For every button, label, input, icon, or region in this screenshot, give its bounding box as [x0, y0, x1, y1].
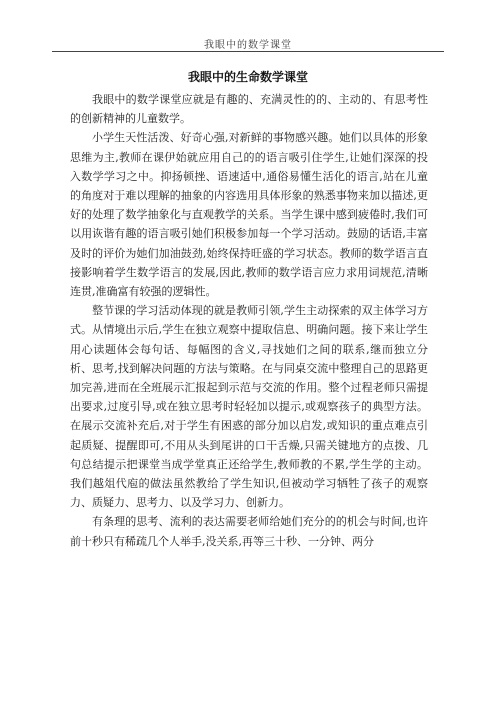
paragraph-intro: 我眼中的数学课堂应就是有趣的、充满灵性的的、主动的、有思考性的创新精神的儿童数学。: [70, 93, 428, 126]
paragraph-thinking-expression: 有条理的思考、流利的表达需要老师给她们充分的的机会与时间,也许前十秒只有稀疏几个人举手,没关系,再等三十秒、一分钟、两分: [70, 515, 428, 548]
running-header: 我眼中的数学课堂: [204, 40, 292, 51]
paragraph-learning-activity: 整节课的学习活动体现的就是教师引领,学生主动探索的双主体学习方式。从情境出示后,学生在独立观察中提取信息、明确问题。接下来让学生用心读题体会每句话、每幅图的含义,寻找她们之间的联系,继而独立分析、思考,找到解决问题的方法与策略。在与同桌交流中整理自己的思路更加完善,进而在全班展示汇报起到示范与交流的作用。整个过程老师只需提出要求,过度引导,或在独立思考时轻轻加以提示,或观察孩子的典型方法。在展示交流补充后,对于学生有困惑的部分加以启发,或知识的重点难点引起质疑、提醒即可,不用从头到尾讲的口干舌燥,只需关键地方的点拨、几句总结提示把课堂当成学堂真正还给学生,教师教的不累,学生学的主动。我们越俎代庖的做法虽然教给了学生知识,但被动学习牺牲了孩子的观察力、质疑力、思考力、以及学习力、创新力。: [70, 304, 428, 510]
header-divider: [52, 51, 444, 52]
document-title: 我眼中的生命数学课堂: [187, 70, 308, 84]
paragraph-language: 小学生天性活泼、好奇心强,对新鲜的事物感兴趣。她们以具体的形象思维为主,教师在课伊始就应用自己的的语言吸引住学生,让她们深深的投入数学学习之中。抑扬顿挫、语速适中,通俗易懂生活化的语言,站在儿童的角度对于难以理解的抽象的内容选用具体形象的熟悉事物来加以描述,更好的处理了数学抽象化与直观教学的关系。当学生课中感到疲倦时,我们可以用诙谐有趣的语言吸引她们积极参加每一个学习活动。鼓励的话语,丰富及时的评价为她们加油鼓劲,始终保持旺盛的学习状态。教师的数学语言直接影响着学生数学语言的发展,因此,教师的数学语言应力求用词规范,清晰连贯,准确富有较强的逻辑性。: [70, 131, 428, 299]
document-body: [70, 90, 428, 551]
